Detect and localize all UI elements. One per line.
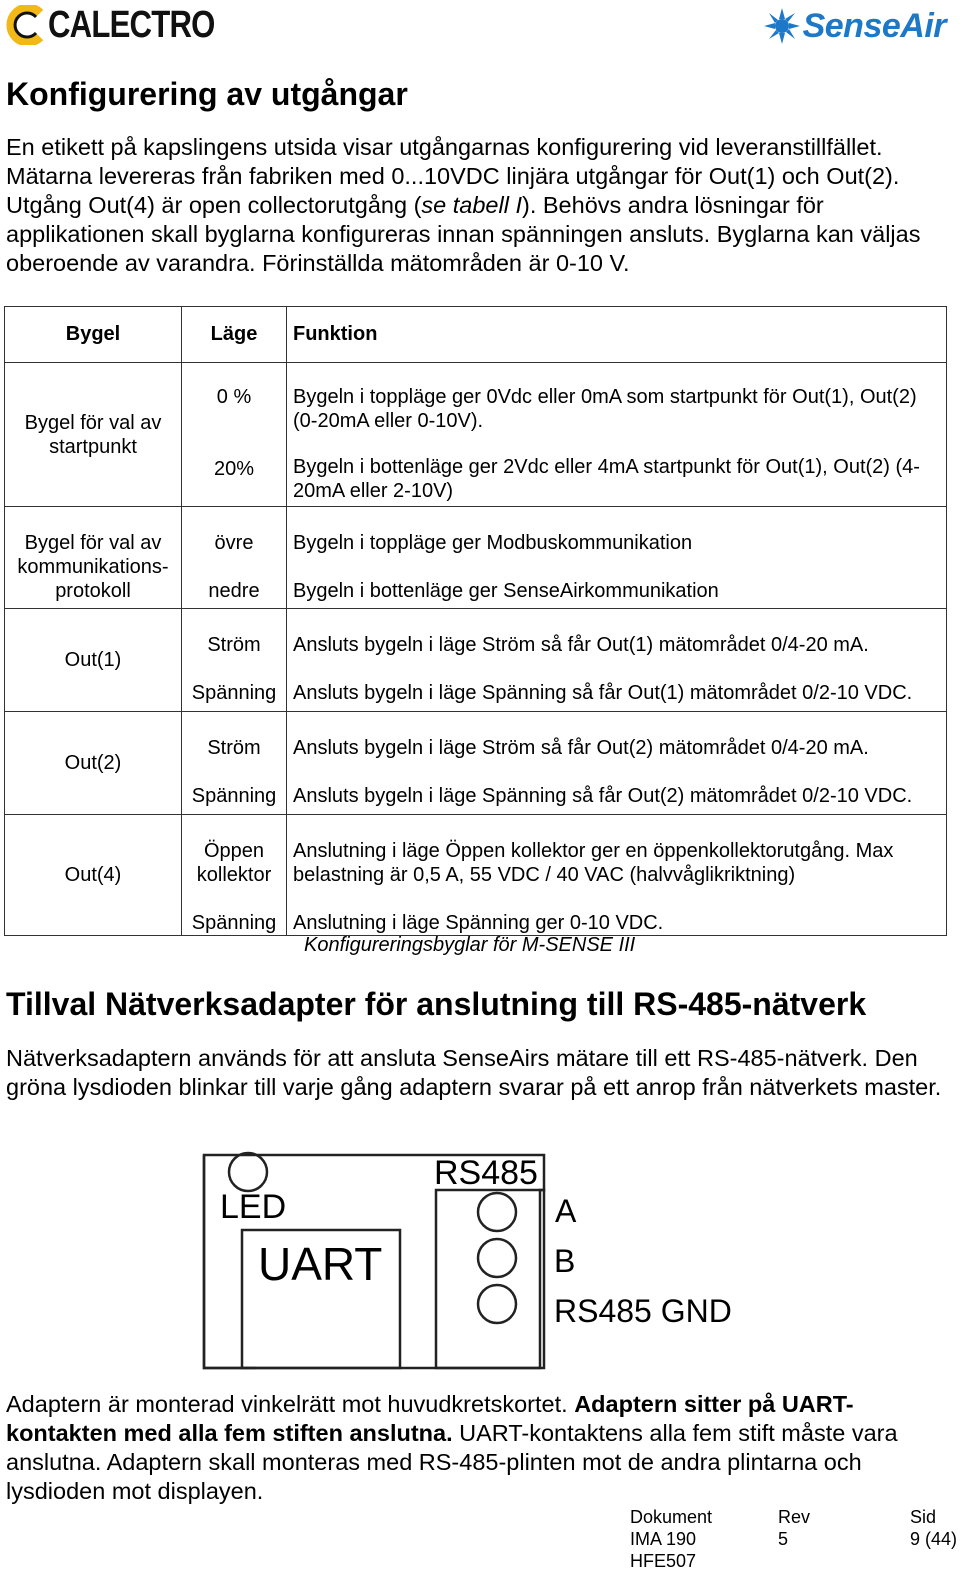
rs485-terminal-block	[436, 1190, 544, 1368]
terminal-a-icon	[478, 1193, 516, 1231]
table-row	[5, 363, 947, 507]
mounting-text-1: Adaptern är monterad vinkelrätt mot huvudkretskortet.	[6, 1391, 575, 1417]
section-title-outputs: Konfigurering av utgångar	[6, 76, 408, 112]
cell-lage: Öppen kollektor	[196, 840, 272, 886]
section-title-network-adapter: Tillval Nätverksadapter för anslutning till RS-485-nätverk	[6, 986, 867, 1022]
cell-bygel: Out(1)	[64, 649, 122, 671]
cell-funktion: Bygeln i bottenläge ger SenseAirkommunikation	[293, 580, 719, 602]
cell-lage: Spänning	[191, 682, 277, 704]
cell-funktion: Ansluts bygeln i läge Spänning så får Out(2) mätområdet 0/2-10 VDC.	[293, 785, 913, 807]
header-funktion: Funktion	[287, 307, 947, 363]
cell-bygel: Out(4)	[64, 864, 122, 886]
pin-gnd-label: RS485 GND	[554, 1293, 732, 1329]
cell-funktion: Ansluts bygeln i läge Ström så får Out(2) mätområdet 0/4-20 mA.	[293, 737, 869, 759]
terminal-gnd-icon	[478, 1285, 516, 1323]
footer-dokument-value: IMA 190	[630, 1529, 697, 1549]
cell-lage: 0 %	[216, 386, 252, 408]
cell-lage: 20%	[213, 458, 255, 480]
cell-bygel: Bygel för val av kommunikations-protokoll	[17, 532, 169, 602]
cell-funktion: Bygeln i toppläge ger 0Vdc eller 0mA som startpunkt för Out(1), Out(2) (0-20mA eller 0-10V).	[293, 386, 917, 432]
header-bygel: Bygel	[5, 307, 182, 363]
cell-lage: nedre	[208, 580, 260, 602]
calectro-logo-text: CALECTRO	[48, 3, 215, 46]
calectro-logo	[6, 2, 251, 48]
mounting-text-bold: Adaptern sitter på UART-kontakten med alla fem stiften anslutna.	[6, 1391, 854, 1446]
table-row	[5, 815, 947, 936]
pin-b-label: B	[554, 1243, 576, 1279]
cell-lage: övre	[214, 532, 254, 554]
intro-paragraph	[6, 133, 951, 278]
rs485-label: RS485	[434, 1154, 538, 1192]
footer-document	[630, 1506, 712, 1572]
table-row	[5, 609, 947, 712]
pin-a-label: A	[555, 1193, 577, 1229]
table-row	[5, 507, 947, 609]
senseair-logo-text: SenseAir	[802, 6, 946, 45]
mounting-text-2: UART-kontaktens alla fem stift måste vara anslutna. Adaptern skall monteras med RS-485-plinten mot de andra plintarna och lysdioden mot displayen.	[6, 1420, 898, 1504]
footer-rev-value: 5	[778, 1529, 789, 1549]
senseair-logo	[763, 4, 946, 48]
footer-sid	[910, 1506, 957, 1550]
footer-rev-label: Rev	[778, 1507, 811, 1527]
terminal-b-icon	[478, 1239, 516, 1277]
footer-dokument-value-2: HFE507	[630, 1551, 697, 1571]
cell-funktion: Ansluts bygeln i läge Spänning så får Out(1) mätområdet 0/2-10 VDC.	[293, 682, 913, 704]
uart-label: UART	[258, 1238, 383, 1290]
table-header-row	[5, 307, 947, 363]
footer-sid-label: Sid	[910, 1507, 937, 1527]
cell-lage: Ström	[207, 634, 261, 656]
jumper-config-table	[4, 306, 947, 936]
cell-funktion: Anslutning i läge Öppen kollektor ger en öppenkollektorutgång. Max belastning är 0,5 A, 55 VDC / 40 VAC (halvvåglikriktning)	[293, 840, 894, 886]
footer-sid-value: 9 (44)	[910, 1529, 958, 1549]
calectro-c-icon	[6, 5, 46, 45]
footer-rev	[778, 1506, 810, 1550]
adapter-paragraph: Nätverksadaptern används för att ansluta SenseAirs mätare till ett RS-485-nätverk. Den gröna lysdioden blinkar till varje gång adaptern svarar på ett anrop från nätverkets master.	[6, 1045, 942, 1100]
sun-icon	[763, 7, 801, 45]
table-caption: Konfigureringsbyglar för M-SENSE III	[304, 934, 636, 956]
table-reference: se tabell I	[421, 192, 522, 218]
led-icon	[229, 1153, 267, 1191]
header-lage: Läge	[182, 307, 287, 363]
cell-lage: Spänning	[191, 912, 277, 934]
led-label: LED	[220, 1188, 287, 1226]
intro-text-1: En etikett på kapslingens utsida visar utgångarnas konfigurering vid leveranstillfället. Mätarna levereras från fabriken med 0...10VDC linjära utgångar för Out(1) och Out(2). Utgång Out(4) är open collectorutgång (	[6, 134, 900, 218]
cell-funktion: Anslutning i läge Spänning ger 0-10 VDC.	[293, 912, 664, 934]
cell-funktion: Bygeln i bottenläge ger 2Vdc eller 4mA startpunkt för Out(1), Out(2) (4-20mA eller 2-10V)	[293, 456, 920, 502]
cell-lage: Ström	[207, 737, 261, 759]
intro-text-2: ). Behövs andra lösningar för applikationen skall byglarna konfigureras innan spänningen ansluts. Byglarna kan väljas oberoende av varandra. Förinställda mätområden är 0-10 V.	[6, 192, 921, 276]
mounting-paragraph	[6, 1390, 951, 1506]
footer-dokument-label: Dokument	[630, 1507, 713, 1527]
cell-bygel: Out(2)	[64, 752, 122, 774]
cell-lage: Spänning	[191, 785, 277, 807]
cell-funktion: Bygeln i toppläge ger Modbuskommunikation	[293, 532, 693, 554]
adapter-diagram	[200, 1150, 760, 1372]
cell-funktion: Ansluts bygeln i läge Ström så får Out(1) mätområdet 0/4-20 mA.	[293, 634, 869, 656]
table-row	[5, 712, 947, 815]
cell-bygel: Bygel för val av startpunkt	[24, 411, 162, 458]
